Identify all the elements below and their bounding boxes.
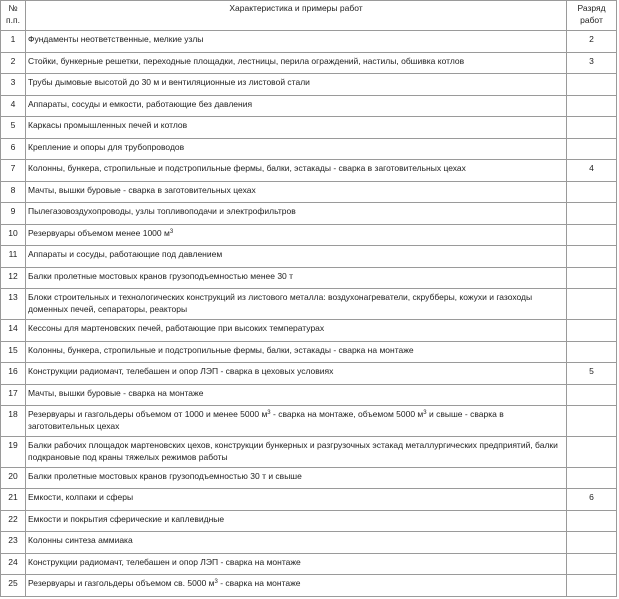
description-text: Каркасы промышленных печей и котлов [28, 120, 188, 130]
table-row [1, 160, 617, 182]
row-description [26, 363, 567, 385]
table-row [1, 342, 617, 363]
row-description [26, 406, 567, 437]
row-description [26, 182, 567, 203]
table-row [1, 575, 617, 597]
superscript: 3 [214, 579, 218, 585]
row-rank: 4 [567, 160, 617, 182]
description-text: Емкости, колпаки и сферы [28, 492, 134, 502]
table-row [1, 363, 617, 385]
description-text: Резервуары и газгольдеры объемом св. 5000 м [28, 578, 215, 588]
table-row [1, 182, 617, 203]
row-number: 7 [1, 160, 26, 182]
table-row [1, 437, 617, 468]
row-number: 8 [1, 182, 26, 203]
row-number: 3 [1, 74, 26, 96]
row-rank [567, 437, 617, 468]
row-description [26, 203, 567, 225]
row-number: 11 [1, 246, 26, 268]
row-number: 9 [1, 203, 26, 225]
header-desc: Характеристика и примеры работ [26, 1, 567, 31]
row-rank [567, 320, 617, 342]
row-description [26, 342, 567, 363]
row-number: 5 [1, 117, 26, 139]
table-row [1, 225, 617, 246]
row-number: 21 [1, 489, 26, 511]
row-rank: 2 [567, 31, 617, 53]
row-rank [567, 203, 617, 225]
row-description [26, 437, 567, 468]
row-number: 1 [1, 31, 26, 53]
row-rank [567, 74, 617, 96]
description-text: Балки пролетные мостовых кранов грузоподъемностью 30 т и свыше [28, 471, 302, 481]
row-description [26, 246, 567, 268]
row-rank [567, 117, 617, 139]
description-text: Аппараты, сосуды и емкости, работающие без давления [28, 99, 253, 109]
description-text: Мачты, вышки буровые - сварка на монтаже [28, 388, 204, 398]
row-description [26, 489, 567, 511]
row-description [26, 96, 567, 117]
row-number: 17 [1, 385, 26, 406]
row-number: 19 [1, 437, 26, 468]
row-description [26, 139, 567, 160]
row-rank [567, 96, 617, 117]
row-number: 16 [1, 363, 26, 385]
description-text: Резервуары и газгольдеры объемом от 1000 и менее 5000 м [28, 409, 268, 419]
description-text: Стойки, бункерные решетки, переходные площадки, лестницы, перила ограждений, настилы, обшивка котлов [28, 56, 465, 66]
table-row [1, 532, 617, 554]
row-number: 24 [1, 554, 26, 575]
description-text: Блоки строительных и технологических конструкций из листового металла: воздухонагреватели, скрубберы, кожухи и газоходы доменных печей, сепараторы, реакторы [28, 292, 533, 314]
row-description [26, 385, 567, 406]
description-text: Колонны, бункера, стропильные и подстропильные фермы, балки, эстакады - сварка на монтаже [28, 345, 414, 355]
row-rank [567, 225, 617, 246]
row-number: 14 [1, 320, 26, 342]
description-text: Балки пролетные мостовых кранов грузоподъемностью менее 30 т [28, 271, 294, 281]
row-description [26, 31, 567, 53]
description-text: Колонны синтеза аммиака [28, 535, 133, 545]
table-row [1, 320, 617, 342]
row-description [26, 289, 567, 320]
row-description [26, 225, 567, 246]
row-rank: 6 [567, 489, 617, 511]
table-body [1, 31, 617, 597]
row-rank [567, 468, 617, 489]
row-rank [567, 342, 617, 363]
row-number: 2 [1, 53, 26, 74]
table-row [1, 96, 617, 117]
description-text: Пылегазовоздухопроводы, узлы топливоподачи и электрофильтров [28, 206, 296, 216]
description-text: Мачты, вышки буровые - сварка в заготовительных цехах [28, 185, 256, 195]
row-rank: 5 [567, 363, 617, 385]
row-description [26, 554, 567, 575]
row-description [26, 575, 567, 597]
row-description [26, 320, 567, 342]
description-text: Емкости и покрытия сферические и каплевидные [28, 514, 225, 524]
row-rank [567, 289, 617, 320]
row-number: 4 [1, 96, 26, 117]
table-row [1, 139, 617, 160]
description-text: Конструкции радиомачт, телебашен и опор ЛЭП - сварка в цеховых условиях [28, 366, 334, 376]
row-rank: 3 [567, 53, 617, 74]
row-description [26, 468, 567, 489]
row-rank [567, 246, 617, 268]
row-rank [567, 511, 617, 532]
row-number: 20 [1, 468, 26, 489]
table-row [1, 385, 617, 406]
row-number: 18 [1, 406, 26, 437]
row-description [26, 268, 567, 289]
row-rank [567, 532, 617, 554]
row-number: 12 [1, 268, 26, 289]
table-row [1, 406, 617, 437]
description-text: Колонны, бункера, стропильные и подстропильные фермы, балки, эстакады - сварка в заготовительных цехах [28, 163, 466, 173]
row-description [26, 117, 567, 139]
row-rank [567, 406, 617, 437]
row-rank [567, 575, 617, 597]
description-text: Кессоны для мартеновских печей, работающие при высоких температурах [28, 323, 325, 333]
description-text: Трубы дымовые высотой до 30 м и вентиляционные из листовой стали [28, 77, 310, 87]
row-description [26, 532, 567, 554]
row-rank [567, 182, 617, 203]
table-row [1, 246, 617, 268]
row-number: 10 [1, 225, 26, 246]
row-number: 15 [1, 342, 26, 363]
row-rank [567, 268, 617, 289]
table-row [1, 554, 617, 575]
table-row [1, 511, 617, 532]
description-text: - сварка на монтаже [217, 578, 301, 588]
table-row [1, 74, 617, 96]
row-number: 6 [1, 139, 26, 160]
description-text: и свыше - сварка в заготовительных цехах [28, 409, 504, 431]
table-row [1, 31, 617, 53]
row-number: 23 [1, 532, 26, 554]
row-rank [567, 554, 617, 575]
row-number: 25 [1, 575, 26, 597]
table-row [1, 117, 617, 139]
table-row [1, 289, 617, 320]
row-description [26, 53, 567, 74]
description-text: Аппараты и сосуды, работающие под давлением [28, 249, 223, 259]
description-text: Фундаменты неответственные, мелкие узлы [28, 34, 204, 44]
row-number: 13 [1, 289, 26, 320]
superscript: 3 [169, 229, 174, 235]
description-text: Крепление и опоры для трубопроводов [28, 142, 185, 152]
superscript: 3 [423, 410, 427, 416]
row-number: 22 [1, 511, 26, 532]
row-description [26, 511, 567, 532]
row-rank [567, 385, 617, 406]
superscript: 3 [267, 410, 271, 416]
table-row [1, 489, 617, 511]
description-text: - сварка на монтаже, объемом 5000 м [270, 409, 424, 419]
description-text: Резервуары объемом менее 1000 м [28, 228, 170, 238]
header-num: № п.п. [1, 1, 26, 31]
table-row [1, 53, 617, 74]
table-row [1, 203, 617, 225]
description-text: Конструкции радиомачт, телебашен и опор ЛЭП - сварка на монтаже [28, 557, 301, 567]
table-row [1, 268, 617, 289]
table-header-row [1, 1, 617, 31]
row-rank [567, 139, 617, 160]
header-rank: Разряд работ [567, 1, 617, 31]
table-row [1, 468, 617, 489]
row-description [26, 74, 567, 96]
description-text: Балки рабочих площадок мартеновских цехов, конструкции бункерных и разгрузочных эстакад металлургических предприятий, балки подкрановые под краны тяжелых режимов работы [28, 440, 558, 462]
row-description [26, 160, 567, 182]
